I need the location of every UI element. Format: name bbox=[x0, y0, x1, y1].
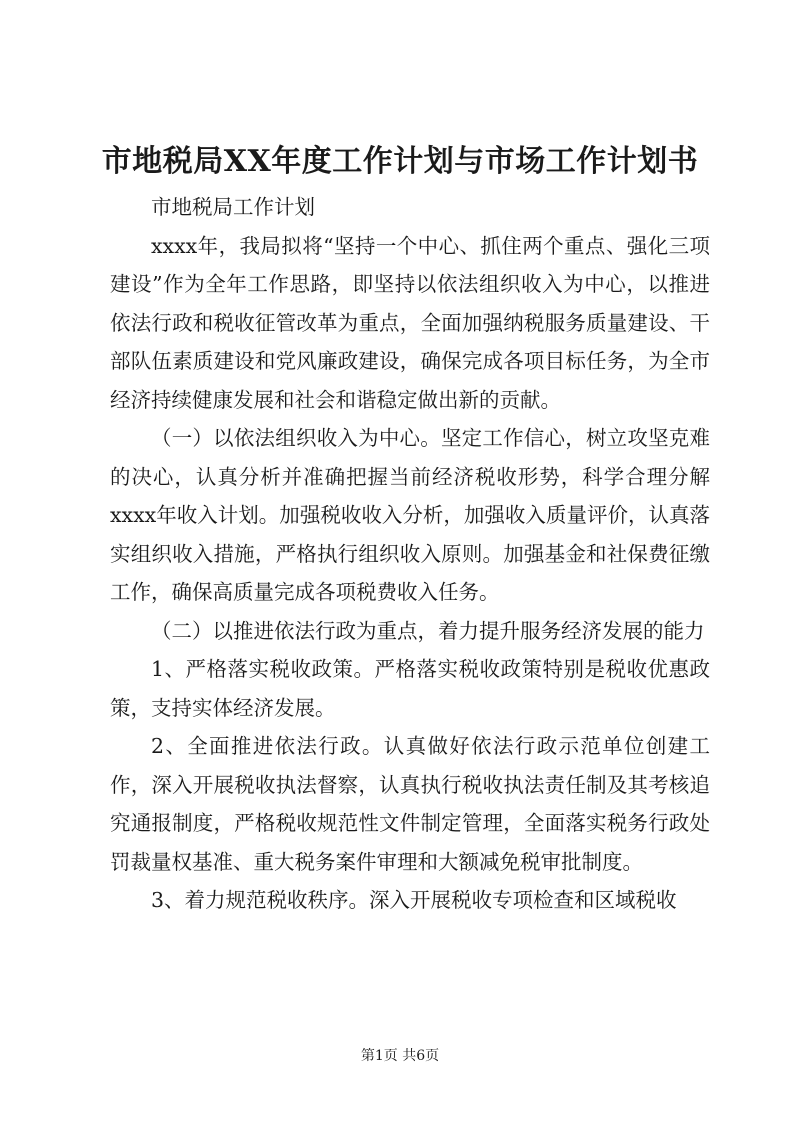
paragraph: xxxx年，我局拟将“坚持一个中心、抓住两个重点、强化三项建设”作为全年工作思路，即坚持以依法组织收入为中心，以推进依法行政和税收征管改革为重点，全面加强纳税服务质量建设、干部队伍素质建设和党风廉政建设，确保完成各项目标任务，为全市经济持续健康发展和社会和谐稳定做出新的贡献。 bbox=[110, 233, 710, 412]
paragraph: （二）以推进依法行政为重点，着力提升服务经济发展的能力 bbox=[151, 618, 705, 643]
paragraph: （一）以依法组织收入为中心。坚定工作信心，树立攻坚克难的决心，认真分析并准确把握当前经济税收形势，科学合理分解xxxx年收入计划。加强税收收入分析，加强收入质量评价，认真落实组织收入措施，严格执行组织收入原则。加强基金和社保费征缴工作，确保高质量完成各项税费收入任务。 bbox=[110, 426, 710, 604]
section-heading: 市地税局工作计划 bbox=[151, 195, 315, 219]
paragraph: 3、着力规范税收秩序。深入开展税收专项检查和区域税收 bbox=[151, 888, 677, 912]
document-body bbox=[110, 188, 710, 920]
document-title: 市地税局XX年度工作计划与市场工作计划书 bbox=[101, 144, 699, 179]
paragraph: 1、严格落实税收政策。严格落实税收政策特别是税收优惠政策，支持实体经济发展。 bbox=[110, 657, 710, 720]
page-number-footer: 第1页 共6页 bbox=[360, 1048, 440, 1064]
paragraph: 2、全面推进依法行政。认真做好依法行政示范单位创建工作，深入开展税收执法督察，认真执行税收执法责任制及其考核追究通报制度，严格税收规范性文件制定管理，全面落实税务行政处罚裁量权基准、重大税务案件审理和大额减免税审批制度。 bbox=[110, 734, 710, 874]
